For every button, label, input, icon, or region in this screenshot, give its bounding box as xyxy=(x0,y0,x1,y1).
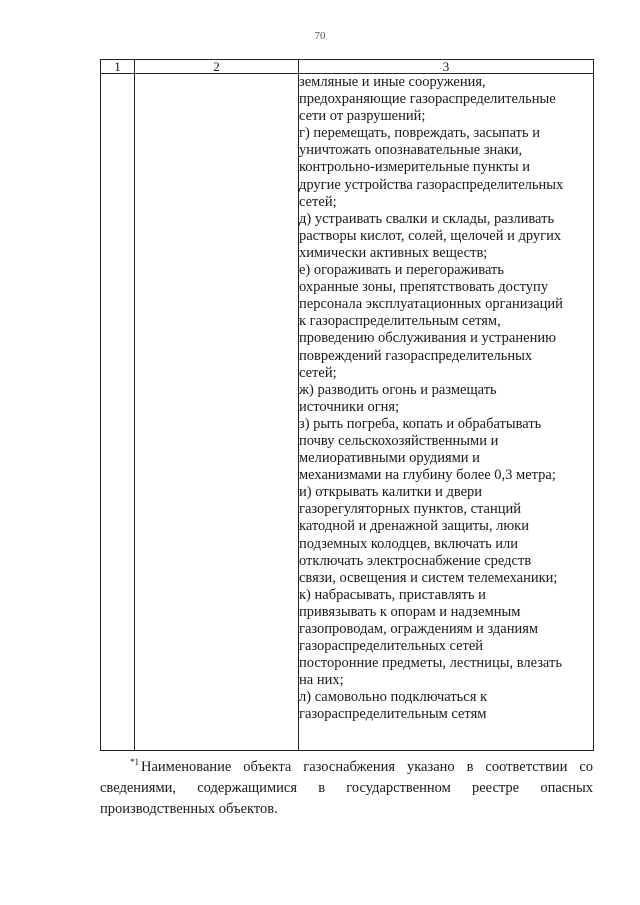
footnote-word: в xyxy=(466,759,474,775)
text-line: почву сельскохозяйственными и xyxy=(299,432,499,449)
footnote-word: $^{*1}$ Наименование xyxy=(130,757,232,775)
text-line: привязывать к опорам и надземным xyxy=(299,603,521,620)
page-number: 70 xyxy=(314,30,326,42)
footnote-word: объекта xyxy=(243,759,292,775)
table-cell-text xyxy=(299,74,594,751)
text-line: газопроводам, ограждениям и зданиям xyxy=(299,621,539,637)
text-line: проведению обслуживания и устранению xyxy=(299,330,556,347)
text-line: повреждений газораспределительных xyxy=(299,347,533,364)
footnote-mark: *1 xyxy=(130,757,139,767)
table-header-row xyxy=(101,60,594,74)
text-line: охранные зоны, препятствовать доступу xyxy=(299,279,549,296)
text-line: источники огня; xyxy=(299,398,400,415)
footnote-word: газоснабжения xyxy=(303,759,396,775)
footnote-word: сведениями, xyxy=(100,780,177,796)
text-line: ж) разводить огонь и размещать xyxy=(299,381,497,398)
text-line: газораспределительным сетям xyxy=(299,706,487,723)
footnote-word: со xyxy=(579,759,593,775)
footnote-word: реестре xyxy=(472,780,520,796)
text-line: катодной и дренажной защиты, люки xyxy=(299,518,529,535)
footnote-word: опасных xyxy=(540,780,593,796)
footnote-line-3: производственных объектов. xyxy=(100,801,278,817)
text-line: связи, освещения и систем телемеханики; xyxy=(299,569,558,586)
column-header-1: 1 xyxy=(101,60,135,74)
text-line: земляные и иные сооружения, xyxy=(299,74,486,90)
text-line: газорегуляторных пунктов, станций xyxy=(299,501,521,518)
text-line: мелиоративными орудиями и xyxy=(299,450,480,467)
text-line: уничтожать опознавательные знаки, xyxy=(299,142,523,159)
text-line: е) огораживать и перегораживать xyxy=(299,262,504,279)
table-row xyxy=(101,74,594,751)
footnote xyxy=(100,757,593,820)
text-line: д) устраивать свалки и склады, разливать xyxy=(299,210,555,227)
text-line: г) перемещать, повреждать, засыпать и xyxy=(299,125,541,142)
document-table xyxy=(100,59,594,751)
column-header-3: 3 xyxy=(299,60,594,74)
text-line: сети от разрушений; xyxy=(299,108,426,125)
footnote-word: государственном xyxy=(346,780,451,796)
text-line: сетей; xyxy=(299,364,337,381)
text-line: посторонние предметы, лестницы, влезать xyxy=(299,655,562,672)
text-line: предохраняющие газораспределительные xyxy=(299,91,556,108)
text-line: на них; xyxy=(299,672,344,689)
text-line: з) рыть погреба, копать и обрабатывать xyxy=(299,415,542,432)
text-line: и) открывать калитки и двери xyxy=(299,484,483,501)
column-header-2: 2 xyxy=(135,60,299,74)
footnote-word: содержащимися xyxy=(197,780,297,796)
footnote-word: соответствии xyxy=(485,759,568,775)
text-line: сетей; xyxy=(299,193,337,210)
text-line: другие устройства газораспределительных xyxy=(299,176,564,193)
text-line: к газораспределительным сетям, xyxy=(299,313,501,330)
text-line: подземных колодцев, включать или xyxy=(299,535,519,552)
text-line: контрольно-измерительные пункты и xyxy=(299,159,531,176)
footnote-word: указано xyxy=(406,759,455,775)
text-line: растворы кислот, солей, щелочей и других xyxy=(299,227,562,244)
text-line: к) набрасывать, приставлять и xyxy=(299,586,486,603)
footnote-line-1 xyxy=(100,757,593,778)
text-line: л) самовольно подключаться к xyxy=(299,689,488,706)
text-line: персонала эксплуатационных организаций xyxy=(299,296,563,313)
text-line: газораспределительных сетей xyxy=(299,638,484,655)
text-line: механизмами на глубину более 0,3 метра; xyxy=(299,467,556,484)
table-cell-col2 xyxy=(135,74,299,751)
text-line: химически активных веществ; xyxy=(299,244,488,261)
text-line: отключать электроснабжение средств xyxy=(299,552,532,569)
footnote-line-2 xyxy=(100,778,593,799)
footnote-word: в xyxy=(318,780,326,796)
table-cell-col1 xyxy=(101,74,135,751)
